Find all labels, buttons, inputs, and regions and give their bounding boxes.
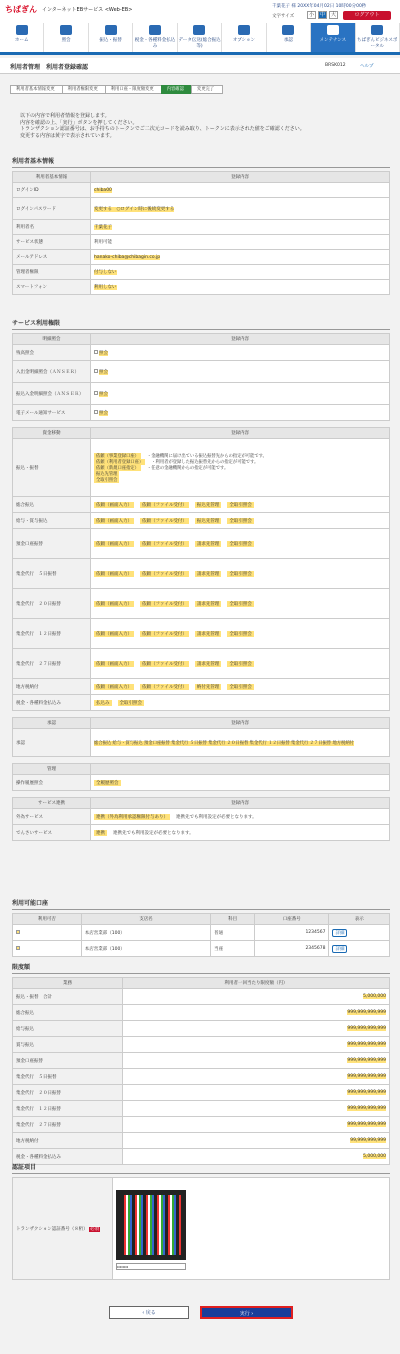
intro-text: 以下の内容で利用者情報を登録します。 内容を確認の上、「実行」ボタンを押してください。 トランザクション認証番号は、お手持ちのトークンでご二次元コードを読み取り、トークンに表示された値をご確認ください。 変更する内容は黄字で表示されています。 — [20, 113, 305, 139]
inquiry-icon — [60, 25, 72, 35]
execute-button[interactable]: 実行 › — [200, 1306, 293, 1319]
basic-info-table: 利用者基本情報 登録内容 ログインID chiba00 ログインパスワード 変更する ○ログイン時に後続変更する 利用者名 千葉花子 サービス状態 利用可能 メールアドレス hanako-chiba@chibagin.co.jp 管理者権限 付与しない スマートフォン 利用しない — [12, 171, 390, 295]
service-name: インターネットEBサービス <Web-EB> — [42, 7, 133, 13]
nav-portal[interactable]: ちばぎんビジネスポータル — [356, 23, 400, 52]
logout-button[interactable]: ログアウト — [343, 11, 391, 20]
checkbox — [94, 391, 98, 395]
font-small-button[interactable]: 小 — [308, 12, 314, 18]
step-3: 利用口座・限度額変更 — [105, 85, 163, 94]
table-row: 本店営業部（100） 普通 1234567 詳細 — [13, 925, 390, 941]
nav-tax[interactable]: 税金・各種料金払込み — [133, 23, 177, 52]
transfer-icon — [105, 25, 117, 35]
required-badge: 必須 — [90, 1226, 100, 1232]
user-info: 千葉花子 様 20XX年04月02日 10時00分00秒 — [272, 4, 367, 9]
maintenance-icon — [327, 25, 339, 35]
nav-home[interactable]: ホーム — [0, 23, 44, 52]
nav-data[interactable]: データ伝送(総合振込等) — [178, 23, 222, 52]
page-title-bar — [0, 58, 400, 74]
chevron-right-icon: › — [249, 1311, 254, 1317]
auth-table: トランザクション認証番号（８桁） 必須 •••••••• — [12, 1177, 390, 1280]
global-nav — [0, 23, 400, 55]
option-icon — [238, 25, 250, 35]
step-5: 変更完了 — [191, 85, 223, 94]
bank-logo: ちばぎん — [5, 5, 37, 14]
nav-maintenance[interactable]: メンテナンス — [311, 23, 355, 52]
screen-code: BRSK012 — [325, 63, 346, 68]
accounts-section: 利用可能口座 利用可否 支店名 科目 口座番号 表示 本店営業部（100） 普通 1234567 詳細 本店営業部（100） 当座 2345678 詳細 — [12, 898, 390, 957]
detail-button[interactable]: 詳細 — [332, 945, 347, 953]
font-medium-button[interactable]: 中 — [319, 12, 325, 18]
step-2: 利用者権限変更 — [62, 85, 107, 94]
font-large-button[interactable]: 大 — [330, 12, 336, 18]
help-link[interactable]: ヘルプ — [360, 64, 374, 69]
nav-inquiry[interactable]: 照会 — [44, 23, 88, 52]
fund-transfer-table: 資金移動 登録内容 振込・振替 依頼（事業登録口座） ・金融機関に届け出ている振込振替先からの指定が可能です。 依頼（利用者登録口座） ・利用者が登録した振込振替先からの指定が可能です。 依頼（新規口座指定） ・任意の金融機関からの指定が可能です。 振込先管理 全取引照会 総合振込 依頼（画面入力） 依頼（ファイル受付） 振込先管理 全取引照会 給与・賞与振込 依頼（画面入力） 依頼（ファイル受付） 振込先管理 全取引照会 預金口座振替 依頼（画面入力） 依頼（ファイル受付） 請求先管理 全取引照会 集金代行 ５日振替 依頼（画面入力） 依頼（ファイル受付） 請求先管理 全取引照会 集金代行 ２０日振替 依頼（画面入力） 依頼（ファイル受付） 請求先管理 全取引照会 集金代行 １２日振替 依頼（画面入力） 依頼（ファイル受付） 請求先管理 全取引照会 集金代行 ２７日振替 依頼（画面入力） 依頼（ファイル受付） 請求先管理 全取引照会 地方税納付 依頼（画面入力） 依頼（ファイル受付） 納付先管理 全取引照会 税金・各種料金払込み 払込み 全取引照会 — [12, 427, 390, 711]
approval-icon — [282, 25, 294, 35]
management-table: 管理 操作履歴照会 全履歴照会 — [12, 763, 390, 791]
data-icon — [193, 25, 205, 35]
tax-icon — [149, 25, 161, 35]
nav-option[interactable]: オプション — [222, 23, 266, 52]
table-row: 本店営業部（100） 当座 2345678 詳細 — [13, 941, 390, 957]
font-size-label: 文字サイズ — [272, 14, 295, 19]
qr-code-image — [116, 1190, 186, 1260]
chevron-left-icon: ‹ — [142, 1310, 146, 1316]
basic-info-section: 利用者基本情報 利用者基本情報 登録内容 ログインID chiba00 ログインパスワード 変更する ○ログイン時に後続変更する 利用者名 千葉花子 サービス状態 利用可能 メールアドレス hanako-chiba@chibagin.co.jp 管理者権限 付与しない スマートフォン 利用しない — [12, 156, 390, 295]
back-button[interactable]: ‹ 戻る — [109, 1306, 189, 1319]
step-1: 利用者基本情報変更 — [10, 85, 64, 94]
service-permission-section: サービス利用権限 明細照会 登録内容 残高照会 照会 入出金明細照会（ＡＮＳＥＲ） 照会 振込入金明細照会（ＡＮＳＥＲ） 照会 電子メール通知サービス 照会 資金移動 登録内容 振込・振替 依頼（事業登録口座） ・金融機関に届け出ている振込振替先からの指定が可能です。 依頼（利用者登録口座） ・利用者が登録した振込振替先からの指定が可能です。 依頼（新規口座指定） ・任意の金融機関からの指定が可能です。 振込先管理 全取引照会 総合振込 依頼（画面入力） 依頼（ファイル受付） 振込先管理 全取引照会 給与・賞与振込 依頼（画面入力） 依頼（ファイル受付） 振込先管理 全取引照会 預金口座振替 依頼（画面入力） 依頼（ファイル受付） 請求先管理 全取引照会 集金代行 ５日振替 依頼（画面入力） 依頼（ファイル受付） 請求先管理 全取引照会 集金代行 ２０日振替 依頼（画面入力） 依頼（ファイル受付） 請求先管理 全取引照会 集金代行 １２日振替 依頼（画面入力） 依頼（ファイル受付） 請求先管理 全取引照会 集金代行 ２７日振替 依頼（画面入力） 依頼（ファイル受付） 請求先管理 全取引照会 地方税納付 依頼（画面入力） 依頼（ファイル受付） 納付先管理 全取引照会 税金・各種料金払込み 払込み 全取引照会 承認 登録内容 承認 総合振込 給与・賞与振込 預金口座振替 集金代行 ５日振替 集金代行 ２０日振替 集金代行 １２日振替 集金代行 ２７日振替 地方税納付 管理 操作履歴照会 全履歴照会 サービス連携 登録内容 外為サービス 連携（外為利用承認権限付与あり） 連携先でも利用設定が必要となります。 でんさいサービス 連携 連携先でも利用設定が必要となります。 — [12, 318, 390, 841]
page-title: 利用者管理 利用者登録確認 — [10, 64, 89, 71]
nav-transfer[interactable]: 振込・振替 — [89, 23, 133, 52]
limits-section: 限度額 業務 利用者一回当たり限度額（円） 振込・振替 合計 5,000,000 総合振込 999,999,999,999 給与振込 999,999,999,999 賞与振込 999,999,999,999 預金口座振替 999,999,999,999 集金代行 ５日振替 999,999,999,999 集金代行 ２０日振替 999,999,999,999 集金代行 １２日振替 999,999,999,999 集金代行 ２７日振替 999,999,999,999 地方税納付 99,999,999,999 税金・各種料金払込み 5,000,000 — [12, 962, 390, 1165]
auth-section: 認証項目 トランザクション認証番号（８桁） 必須 •••••••• — [12, 1162, 390, 1280]
portal-icon — [371, 25, 383, 35]
home-icon — [16, 25, 28, 35]
nav-approval[interactable]: 承認 — [267, 23, 311, 52]
checkbox — [94, 350, 98, 354]
transaction-auth-input[interactable] — [116, 1263, 186, 1270]
step-indicator — [10, 85, 221, 94]
limits-table: 業務 利用者一回当たり限度額（円） 振込・振替 合計 5,000,000 総合振込 999,999,999,999 給与振込 999,999,999,999 賞与振込 999,999,999,999 預金口座振替 999,999,999,999 集金代行 ５日振替 999,999,999,999 集金代行 ２０日振替 999,999,999,999 集金代行 １２日振替 999,999,999,999 集金代行 ２７日振替 999,999,999,999 地方税納付 99,999,999,999 税金・各種料金払込み 5,000,000 — [12, 977, 390, 1165]
accounts-table: 利用可否 支店名 科目 口座番号 表示 本店営業部（100） 普通 1234567 詳細 本店営業部（100） 当座 2345678 詳細 — [12, 913, 390, 957]
checkbox — [94, 410, 98, 414]
checkbox — [94, 369, 98, 373]
step-4: 内容確認 — [161, 85, 193, 94]
inquiry-table: 明細照会 登録内容 残高照会 照会 入出金明細照会（ＡＮＳＥＲ） 照会 振込入金明細照会（ＡＮＳＥＲ） 照会 電子メール通知サービス 照会 — [12, 333, 390, 421]
header — [0, 0, 400, 23]
detail-button[interactable]: 詳細 — [332, 929, 347, 937]
service-link-table: サービス連携 登録内容 外為サービス 連携（外為利用承認権限付与あり） 連携先でも利用設定が必要となります。 でんさいサービス 連携 連携先でも利用設定が必要となります。 — [12, 797, 390, 841]
approval-table: 承認 登録内容 承認 総合振込 給与・賞与振込 預金口座振替 集金代行 ５日振替 集金代行 ２０日振替 集金代行 １２日振替 集金代行 ２７日振替 地方税納付 — [12, 717, 390, 757]
